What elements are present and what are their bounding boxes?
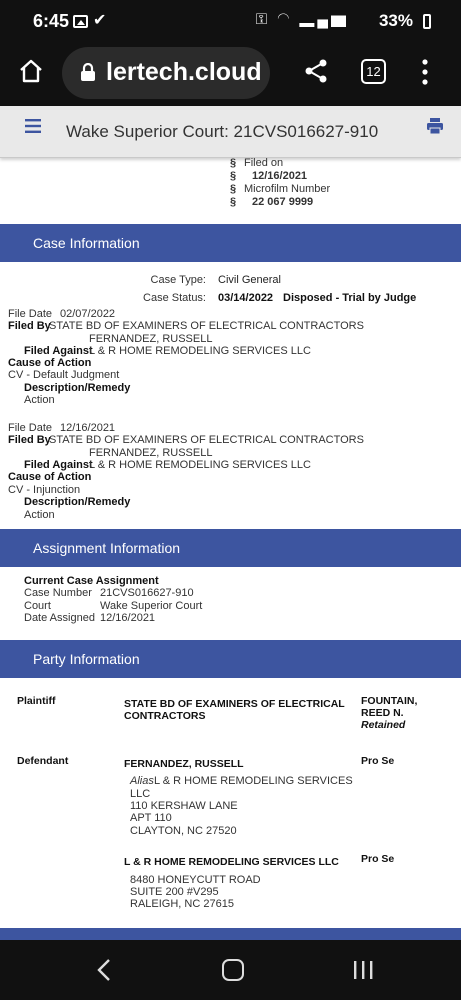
defendant-alias-2: LLC [130,788,151,800]
plaintiff-name: STATE BD OF EXAMINERS OF ELECTRICAL [124,698,345,710]
next-section-bar [0,928,461,940]
filed-on-label: Filed on [244,157,284,169]
cause-label: Cause of Action [8,357,92,369]
browser-toolbar [0,44,461,106]
filed-by-value: STATE BD OF EXAMINERS OF ELECTRICAL CONTRACTORS [49,434,364,446]
filed-by-value-2: FERNANDEZ, RUSSELL [89,447,213,459]
section-assignment-information: Assignment Information [0,529,461,567]
status-bar [0,0,461,44]
plaintiff-attorney-status: Retained [361,719,406,731]
filed-on-value: 12/16/2021 [252,170,308,182]
case-type-label: Case Type: [150,274,206,286]
section-party-information: Party Information [0,640,461,678]
recent-apps-icon[interactable] [352,959,374,981]
case-status-date: 03/14/2022 [218,292,274,304]
date-assigned-value: 12/16/2021 [100,612,156,624]
remedy-value: Action [24,394,55,406]
plaintiff-name-2: CONTRACTORS [124,710,206,722]
case-number-value: 21CVS016627-910 [100,587,194,599]
plaintiff-attorney: FOUNTAIN, [361,695,418,707]
remedy-value: Action [24,509,55,521]
court-value: Wake Superior Court [100,600,203,612]
defendant-alias-label: Alias [130,775,154,787]
file-date-label: File Date [8,308,53,320]
defendant-name: FERNANDEZ, RUSSELL [124,758,244,770]
defendant2-representation: Pro Se [361,853,395,865]
defendant2-address-line: 8480 HONEYCUTT ROAD [130,874,261,886]
cause-label: Cause of Action [8,471,92,483]
microfilm-label: Microfilm Number [244,183,331,195]
share-icon[interactable] [303,58,329,84]
filed-against-value: L & R HOME REMODELING SERVICES LLC [89,345,311,357]
system-nav-bar [0,940,461,1000]
cause-value: CV - Default Judgment [8,369,120,381]
hamburger-menu-icon[interactable] [25,119,41,133]
battery-percent: 33% [378,11,413,30]
filed-against-label: Filed Against [24,459,93,471]
defendant2-address-line: SUITE 200 #V295 [130,886,219,898]
status-time: 6:45 [33,11,70,31]
defendant-alias: L & R HOME REMODELING SERVICES [154,775,353,787]
lock-icon [80,63,96,81]
battery-icon [423,14,431,29]
plaintiff-attorney-2: REED N. [361,707,404,719]
case-type-value: Civil General [218,274,281,286]
file-date-value: 02/07/2022 [60,308,116,320]
address-bar[interactable] [62,47,270,99]
page-title: Wake Superior Court: 21CVS016627-910 [66,122,379,141]
case-status-value: Disposed - Trial by Judge [283,292,417,304]
remedy-label: Description/Remedy [24,496,131,508]
back-icon[interactable] [96,958,112,982]
tab-switcher-button[interactable]: 12 [361,59,386,84]
filed-by-label: Filed By [8,320,51,332]
cause-value: CV - Injunction [8,484,81,496]
defendant2-address-line: RALEIGH, NC 27615 [130,898,234,910]
home-icon[interactable] [18,58,44,84]
filed-against-value: L & R HOME REMODELING SERVICES LLC [89,459,311,471]
plaintiff-label: Plaintiff [17,695,56,707]
defendant2-name: L & R HOME REMODELING SERVICES LLC [124,856,339,868]
defendant-address-line: 110 KERSHAW LANE [130,800,238,812]
filed-by-value: STATE BD OF EXAMINERS OF ELECTRICAL CONTRACTORS [49,320,364,332]
download-done-icon: ✔ [93,12,107,29]
assignment-heading: Current Case Assignment [24,575,159,587]
remedy-label: Description/Remedy [24,382,131,394]
file-date-label: File Date [8,422,53,434]
filed-against-label: Filed Against [24,345,93,357]
court-label: Court [24,600,51,612]
defendant-label: Defendant [17,755,69,767]
url-text: lertech.cloud [106,58,262,86]
file-date-value: 12/16/2021 [60,422,116,434]
filed-details: § Filed on § 12/16/2021 § Microfilm Number § 22 067 9999 [230,157,331,208]
case-number-label: Case Number [24,587,92,599]
filed-by-value-2: FERNANDEZ, RUSSELL [89,333,213,345]
page-header [0,106,461,158]
defendant-representation: Pro Se [361,755,395,767]
home-nav-icon[interactable] [222,959,244,981]
gallery-icon [73,15,88,28]
more-options-icon[interactable] [418,58,432,86]
defendant-address-line: CLAYTON, NC 27520 [130,825,237,837]
defendant-address-line: APT 110 [130,812,172,824]
case-status-label: Case Status: [143,292,206,304]
section-case-information: Case Information [0,224,461,262]
print-icon[interactable] [426,117,444,135]
filed-by-label: Filed By [8,434,51,446]
signal-icons: ⚿ ◠ ▂▄▆ [255,11,349,28]
date-assigned-label: Date Assigned [24,612,95,624]
microfilm-value: 22 067 9999 [252,196,314,208]
